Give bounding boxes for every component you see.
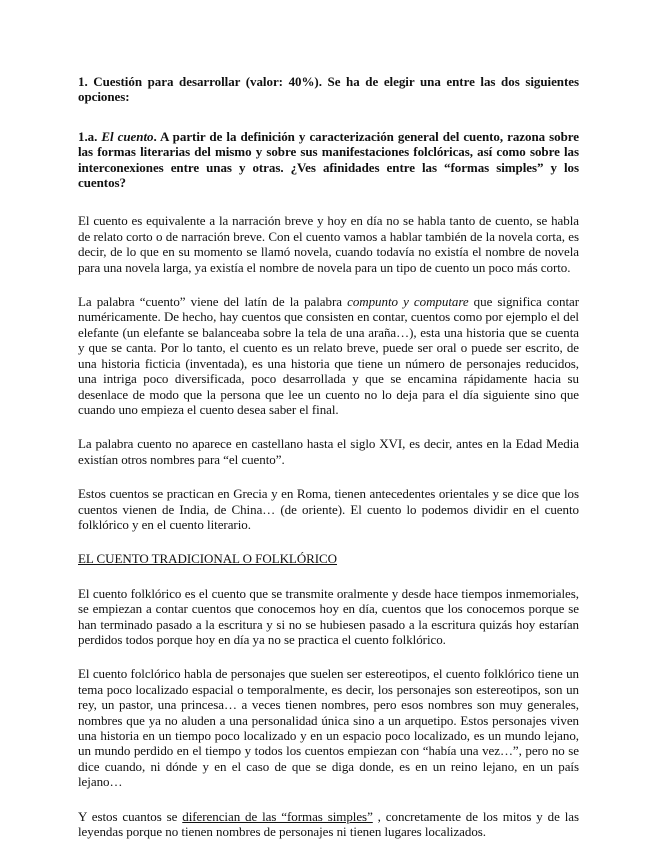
simple-forms-underlined: diferencian de las “formas simples” [182, 808, 373, 824]
simple-forms-text-start: Y estos cuantos se [78, 808, 183, 824]
question-1a-number: 1.a. [78, 128, 98, 144]
paragraph-folkloric-oral: El cuento folklórico es el cuento que se transmite oralmente y desde hace tiempos inmemoriales, se empiezan a contar cuentos que conocemos hoy en día, cuentos que los conocemos porque se han terminado pasado a la escritura y si no se hubiesen pasado a la escritura quizás hoy estarían perdidos todos porque hoy en día ya no se practica el cuento folklórico. [78, 585, 579, 647]
paragraph-origins: Estos cuentos se practican en Grecia y en Roma, tienen antecedentes orientales y se dice que los cuentos vienen de India, de China… (de oriente). El cuento lo podemos dividir en el cuento folklórico y en el cuento literario. [78, 486, 579, 532]
etymology-text-rest: que significa contar numéricamente. De hecho, hay cuentos que consisten en contar, cuentos como por ejemplo el del elefante (un elefante se balanceaba sobre la tela de una araña…), esta una historia que se cuenta y que se canta. Por lo tanto, el cuento es un relato breve, puede ser oral o puede ser escrito, de una historia ficticia (inventada), es una historia que tiene un número de personajes reducidos, una intriga poco diversificada, poco desarrollada y que se encamina rápidamente hacia su desenlace de modo que la persona que lee un cuento no lo deja para el día siguiente sino que cuando uno empieza el cuento desea saber el final. [78, 294, 580, 417]
paragraph-folkloric-characters: El cuento folclórico habla de personajes que suelen ser estereotipos, el cuento folklórico tiene un tema poco localizado espacial o temporalmente, es decir, los personajes son estereotipos, son un rey, un pastor, una princesa… a veces tienen nombres, pero esos nombres son muy generales, nombres que ya no aluden a una personalidad única sino a un arquetipo. Estos personajes viven una historia en un tiempo poco localizado y en un espacio poco localizado, es un mundo lejano, un mundo perdido en el tiempo y todos los cuentos empiezan con “había una vez…”, pero no se dice cuando, ni dónde y en el caso de que se diga donde, es en un reino lejano, en un país lejano… [78, 666, 579, 790]
paragraph-simple-forms [78, 809, 579, 840]
paragraph-definition: El cuento es equivalente a la narración breve y hoy en día no se habla tanto de cuento, se habla de relato corto o de narración breve. Con el cuento vamos a hablar también de la novela corta, es decir, de lo que en su momento se llamó novela, cuando todavía no existía el nombre de novela para una novela larga, ya existía el nombre de novela para un tipo de cuento un poco más corto. [78, 213, 579, 275]
section-heading-folkloric: EL CUENTO TRADICIONAL O FOLKLÓRICO [78, 551, 338, 567]
question-1-heading: 1. Cuestión para desarrollar (valor: 40%). Se ha de elegir una entre las dos siguientes opciones: [78, 74, 579, 105]
latin-word-computare: computare [413, 294, 469, 310]
question-1a-heading [78, 129, 579, 191]
etymology-connector: y [397, 294, 414, 310]
latin-word-compunto: compunto [347, 294, 398, 310]
question-1a-title: El cuento [101, 128, 154, 144]
simple-forms-text-rest: , concretamente de los mitos y de las leyendas porque no tienen nombres de personajes ni tienen lugares localizados. [78, 808, 579, 840]
etymology-text-start: La palabra “cuento” viene del latín de la palabra [78, 294, 348, 310]
paragraph-etymology [78, 294, 579, 417]
paragraph-history: La palabra cuento no aparece en castellano hasta el siglo XVI, es decir, antes en la Edad Media existían otros nombres para “el cuento”. [78, 436, 579, 467]
question-1a-prompt: . A partir de la definición y caracterización general del cuento, razona sobre las formas literarias del mismo y sobre sus manifestaciones folclóricas, así como sobre las interconexiones entre unas y otras. ¿Ves afinidades entre las “formas simples” y los cuentos? [78, 128, 579, 191]
